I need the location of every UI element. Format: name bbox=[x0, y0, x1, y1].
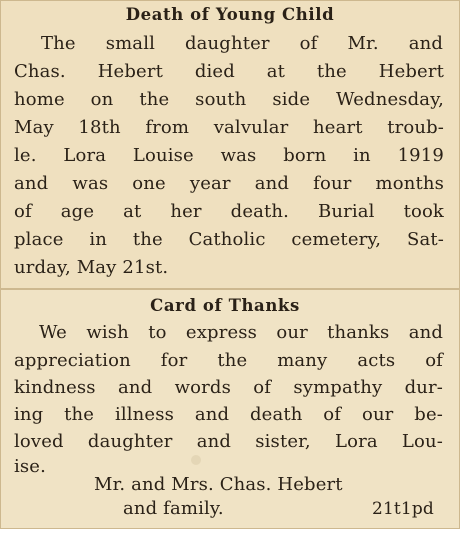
card-of-thanks-line: loved daughter and sister, Lora Lou- bbox=[14, 431, 443, 452]
paper-stain bbox=[191, 455, 201, 465]
death-notice-line: le. Lora Louise was born in 1919 bbox=[14, 145, 444, 166]
card-of-thanks-line: ing the illness and death of our be- bbox=[14, 404, 443, 425]
signature-family-line: and family. bbox=[123, 498, 224, 519]
card-of-thanks-line: appreciation for the many acts of bbox=[14, 350, 443, 371]
ad-code: 21t1pd bbox=[372, 499, 434, 519]
death-notice-line: May 18th from valvular heart troub- bbox=[14, 117, 444, 138]
card-of-thanks-line: ise. bbox=[14, 456, 46, 477]
death-notice-line: of age at her death. Burial took bbox=[14, 201, 444, 222]
death-notice-line: and was one year and four months bbox=[14, 173, 444, 194]
death-notice-line: The small daughter of Mr. and bbox=[41, 33, 443, 54]
death-notice-headline: Death of Young Child bbox=[125, 5, 335, 24]
death-notice-line: urday, May 21st. bbox=[14, 257, 169, 278]
card-of-thanks-line: kindness and words of sympathy dur- bbox=[14, 377, 443, 398]
death-notice-line: Chas. Hebert died at the Hebert bbox=[14, 61, 444, 82]
card-of-thanks-line: We wish to express our thanks and bbox=[39, 322, 443, 343]
death-notice-line: home on the south side Wednesday, bbox=[14, 89, 444, 110]
card-of-thanks-clipping bbox=[0, 289, 460, 529]
card-of-thanks-headline: Card of Thanks bbox=[150, 296, 300, 315]
death-notice-line: place in the Catholic cemetery, Sat- bbox=[14, 229, 444, 250]
signature-line: Mr. and Mrs. Chas. Hebert bbox=[94, 474, 343, 495]
